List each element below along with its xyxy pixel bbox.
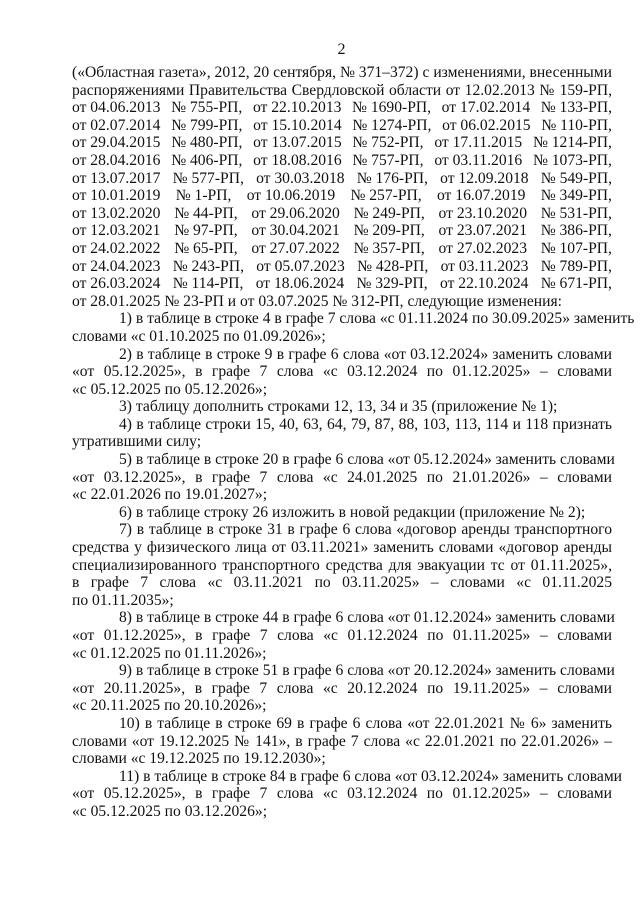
amendment-date: от 05.07.2023 — [256, 257, 345, 275]
change-item — [72, 662, 615, 715]
amendment-number: № 577-РП, — [172, 169, 244, 187]
amendment-row — [72, 170, 612, 188]
amendment-number: № 329-РП, — [356, 275, 428, 293]
text-line: 4) в таблице строки 15, 40, 63, 64, 79, 87, 88, 103, 113, 114 и 118 признать — [119, 415, 612, 433]
amendment-date: от 29.04.2015 — [72, 134, 161, 152]
amendment-date: от 24.02.2022 — [72, 239, 161, 257]
amendment-date: от 12.09.2018 — [440, 169, 529, 187]
amendment-date: от 29.06.2020 — [251, 204, 340, 222]
amendment-number: № 757-РП, — [352, 151, 424, 169]
amendment-number: № 257-РП, — [350, 187, 422, 205]
amendment-date: от 13.02.2020 — [72, 204, 161, 222]
text-line: 1) в таблице в строке 4 в графе 7 слова «с 01.11.2024 по 30.09.2025» заменить — [119, 310, 635, 328]
amendment-number: № 133-РП, — [540, 99, 612, 117]
amendment-date: от 27.07.2022 — [251, 239, 340, 257]
amendment-date: от 15.10.2014 — [253, 116, 342, 134]
amendment-number: № 549-РП, — [540, 169, 612, 187]
change-item — [72, 416, 612, 451]
text-line: 2) в таблице в строке 9 в графе 6 слова «от 03.12.2024» заменить словами — [119, 345, 612, 363]
change-item — [72, 715, 612, 768]
amendment-number: № 249-РП, — [353, 204, 425, 222]
amendment-number: № 209-РП, — [353, 222, 425, 240]
amendment-date: от 17.02.2014 — [441, 99, 531, 117]
change-item — [72, 767, 623, 821]
amendment-date: от 12.03.2021 — [72, 222, 161, 240]
amendment-date: от 28.04.2016 — [72, 151, 161, 169]
amendment-number: № 789-РП, — [540, 257, 612, 275]
change-item — [72, 451, 615, 504]
amendment-date: от 13.07.2017 — [72, 169, 161, 187]
change-item — [72, 521, 612, 609]
change-item — [72, 398, 612, 416]
amendment-date: от 27.02.2023 — [438, 239, 527, 257]
amendment-number: № 243-РП, — [172, 257, 244, 275]
amendment-row — [72, 222, 612, 240]
amendment-date: от 06.02.2015 — [442, 116, 531, 134]
amendment-number: № 107-РП, — [540, 239, 612, 257]
text-line: 7) в таблице в строке 31 в графе 6 слова «договор аренды транспортного — [119, 521, 612, 539]
amendment-number: № 1073-РП, — [532, 151, 612, 169]
amendment-date: от 02.07.2014 — [72, 116, 161, 134]
document-body — [72, 64, 635, 821]
text-line: «с 05.12.2025 по 03.12.2026»; — [72, 802, 268, 820]
text-line: «от 05.12.2025», в графе 7 слова «с 03.12.2024 по 01.12.2025» – словами — [72, 785, 612, 803]
text-line: «с 05.12.2025 по 05.12.2026»; — [72, 380, 268, 398]
amendment-date: от 17.11.2015 — [434, 134, 523, 152]
text-line: словами «с 19.12.2025 по 19.12.2030»; — [72, 750, 326, 768]
text-line: словами «с 01.10.2025 по 01.09.2026»; — [72, 327, 326, 345]
intro-paragraph — [72, 64, 612, 310]
amendment-number: № 755-РП, — [171, 99, 243, 117]
amendment-row — [72, 152, 612, 170]
text-line: «от 20.11.2025», в графе 7 слова «с 20.12.2024 по 19.11.2025» – словами — [72, 679, 612, 697]
text-line: «с 22.01.2026 по 19.01.2027»; — [72, 486, 268, 504]
amendment-number: № 1690-РП, — [352, 99, 432, 117]
amendment-date: от 26.03.2024 — [72, 275, 161, 293]
amendment-date: от 10.06.2019 — [246, 187, 336, 205]
amendment-date: от 18.08.2016 — [253, 151, 342, 169]
amendment-date: от 16.07.2019 — [436, 187, 526, 205]
amendment-number: № 349-РП, — [540, 187, 612, 205]
amendment-number: № 176-РП, — [356, 169, 428, 187]
amendment-number: № 671-РП, — [540, 275, 612, 293]
text-line: от 28.01.2025 № 23-РП и от 03.07.2025 № 312-РП, следующие изменения: — [72, 292, 562, 310]
text-line: 6) в таблице строку 26 изложить в новой редакции (приложение № 2); — [119, 503, 586, 521]
text-line: «с 01.12.2025 по 01.11.2026»; — [72, 644, 267, 662]
change-item — [72, 346, 612, 399]
text-line: 11) в таблице в строке 84 в графе 6 слова «от 03.12.2024» заменить словами — [119, 767, 623, 785]
amendment-date: от 22.10.2024 — [439, 275, 529, 293]
text-line: в графе 7 слова «с 03.11.2021 по 03.11.2025» – словами «с 01.11.2025 — [72, 574, 612, 592]
change-item — [72, 310, 635, 345]
text-line: «с 20.11.2025 по 20.10.2026»; — [72, 697, 267, 715]
text-line: 10) в таблице в строке 69 в графе 6 слова «от 22.01.2021 № 6» заменить — [119, 714, 612, 732]
amendment-date: от 03.11.2023 — [440, 257, 529, 275]
amendment-date: от 24.04.2023 — [72, 257, 161, 275]
change-item — [72, 504, 612, 522]
amendment-number: № 1-РП, — [175, 187, 232, 205]
amendment-number: № 97-РП, — [174, 222, 238, 240]
amendment-date: от 22.10.2013 — [252, 99, 342, 117]
text-line: «от 05.12.2025», в графе 7 слова «с 03.12.2024 по 01.12.2025» – словами — [72, 363, 612, 381]
amendment-date: от 18.06.2024 — [255, 275, 345, 293]
amendment-row — [72, 187, 612, 205]
amendment-row — [72, 240, 612, 258]
amendment-number: № 386-РП, — [540, 222, 612, 240]
amendment-number: № 531-РП, — [540, 204, 612, 222]
text-line: «от 01.12.2025», в графе 7 слова «с 01.12.2024 по 01.11.2025» – словами — [72, 627, 612, 644]
text-line: распоряжениями Правительства Свердловской области от 12.02.2013 № 159-РП, — [72, 81, 612, 99]
amendment-row — [72, 205, 612, 223]
amendment-row — [72, 134, 612, 152]
amendment-date: от 23.07.2021 — [438, 222, 527, 240]
amendment-date: от 13.07.2015 — [253, 134, 342, 152]
amendment-number: № 799-РП, — [171, 116, 243, 134]
amendment-number: № 110-РП, — [541, 116, 612, 134]
text-line: 3) таблицу дополнить строками 12, 13, 34 и 35 (приложение № 1); — [119, 398, 558, 416]
amendment-row — [72, 99, 612, 117]
amendment-number: № 480-РП, — [171, 134, 243, 152]
amendment-number: № 1274-РП, — [352, 116, 432, 134]
amendment-row — [72, 117, 612, 135]
amendment-date: от 10.01.2019 — [72, 187, 161, 205]
amendment-row — [72, 275, 612, 293]
text-line: 9) в таблице в строке 51 в графе 6 слова «от 20.12.2024» заменить словами — [119, 662, 615, 680]
text-line: специализированного транспортного средства для эвакуации тс от 01.11.2025», — [72, 556, 612, 574]
amendment-date: от 30.03.2018 — [256, 169, 345, 187]
amendments-list — [72, 99, 612, 293]
change-item — [72, 609, 615, 662]
amendment-number: № 1214-РП, — [532, 134, 612, 152]
amendment-number: № 752-РП, — [352, 134, 424, 152]
amendment-number: № 357-РП, — [353, 239, 425, 257]
amendment-number: № 44-РП, — [174, 204, 238, 222]
amendment-number: № 406-РП, — [171, 151, 243, 169]
amendment-date: от 30.04.2021 — [251, 222, 340, 240]
text-line: средства у физического лица от 03.11.2021» заменить словами «договор аренды — [72, 539, 612, 557]
text-line: «от 03.12.2025», в графе 7 слова «с 24.01.2025 по 21.01.2026» – словами — [72, 468, 612, 486]
changes-list — [72, 310, 635, 820]
amendment-row — [72, 258, 612, 276]
text-line: словами «от 19.12.2025 № 141», в графе 7 слова «с 22.01.2021 по 22.01.2026» – — [72, 732, 612, 750]
text-line: («Областная газета», 2012, 20 сентября, № 371–372) с изменениями, внесенными — [72, 64, 612, 81]
text-line: 5) в таблице в строке 20 в графе 6 слова «от 05.12.2024» заменить словами — [119, 451, 615, 469]
text-line: по 01.11.2035»; — [72, 591, 174, 609]
amendment-date: от 03.11.2016 — [434, 151, 523, 169]
page-number: 2 — [337, 41, 346, 58]
amendment-date: от 23.10.2020 — [438, 204, 527, 222]
amendment-number: № 114-РП, — [172, 275, 244, 293]
amendment-number: № 65-РП, — [174, 239, 238, 257]
amendment-number: № 428-РП, — [357, 257, 429, 275]
text-line: 8) в таблице в строке 44 в графе 6 слова «от 01.12.2024» заменить словами — [119, 609, 615, 627]
amendment-date: от 04.06.2013 — [72, 99, 161, 117]
text-line: утратившими силу; — [72, 433, 202, 451]
